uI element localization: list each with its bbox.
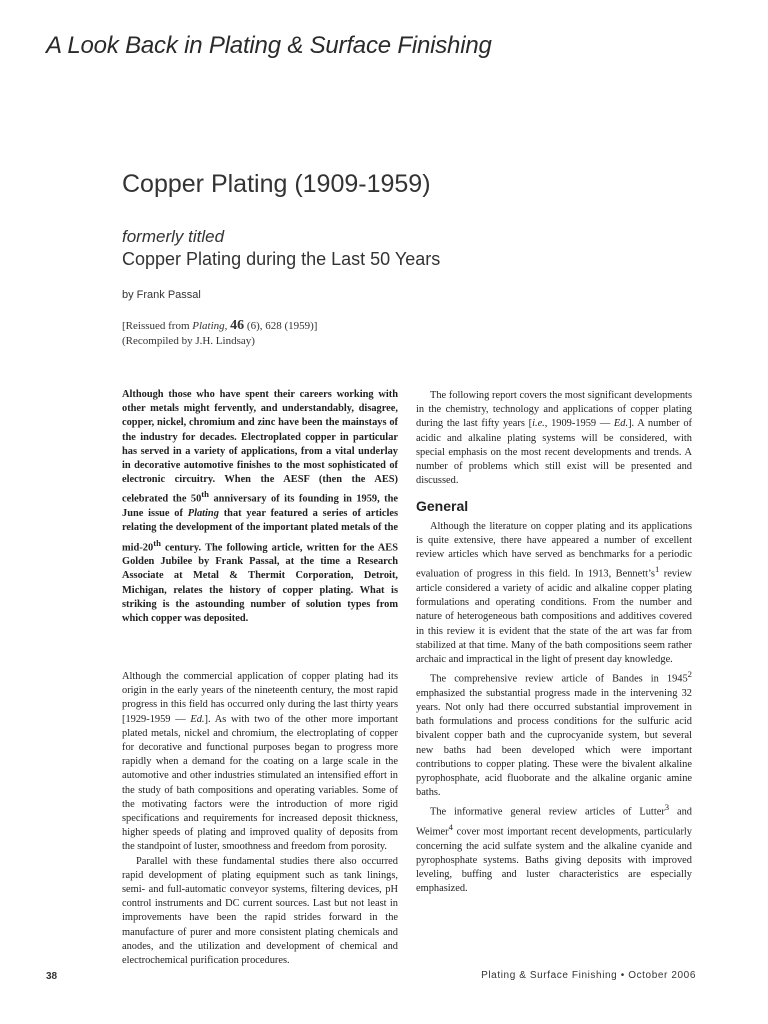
page-number: 38 (46, 971, 58, 982)
general-text-b: review article considered a variety of acidic and alkaline copper plating formulations and operating conditions. From the number and nature of heterogeneous bath compositions and additives covered in this review it is evident that the state of the art was far from stabilized at that time. Many of the bath compositions seem rather archaic and impractical in the light of present day knowledge. (416, 568, 693, 665)
bandes-text-b: emphasized the substantial progress made in the intervening 32 years. Not only had there occurred substantial improvement in bath formulations and process conditions for the sulfuric acid bivalent copper bath and the cuprocyanide system, but several new baths had been developed which were important contributions to copper plating. These were the bivalent alkaline pyrophosphate, acid fluoborate and the alkaline organic amine baths. (416, 687, 692, 799)
report-text-a: The following report covers the most significant developments in the chemistry, technology and applications of copper plating during the last fifty years [ (416, 390, 692, 430)
reference-marker: 1 (654, 564, 660, 575)
reissue-prefix: [Reissued from (122, 320, 193, 332)
reissue-journal: Plating (192, 320, 225, 332)
bandes-text-a: The comprehensive review article of Bandes in 1945 (430, 673, 688, 685)
reference-marker: 2 (687, 669, 692, 680)
report-text-c: ]. A number of acidic and alkaline plating systems will be considered, with special emphasis on the most recent developments and trends. A number of problems which still exist will be presented and discussed. (416, 418, 692, 487)
footer-journal-issue: Plating & Surface Finishing • October 2006 (481, 970, 696, 981)
ie-abbrev: i.e. (532, 418, 545, 430)
intro-text-a: Although the commercial application of copper plating had its origin in the early years of the nineteenth century, the most rapid progress in this field has occurred only during the last thirty years [1929-1959 — (122, 671, 398, 725)
lutter-text-a: The informative general review articles of Lutter (430, 806, 665, 818)
report-paragraph (416, 389, 692, 488)
body-column-left (122, 670, 398, 968)
intro-paragraph (122, 670, 398, 855)
editor-note: Ed. (190, 713, 205, 725)
article-title: Copper Plating (1909-1959) (122, 170, 431, 198)
abstract (122, 388, 398, 626)
general-paragraph (416, 520, 692, 668)
reissue-issue-pages: (6), 628 (1959)] (244, 320, 318, 332)
ordinal-suffix: th (201, 489, 209, 500)
section-heading-general: General (416, 498, 469, 515)
reissue-volume: 46 (230, 318, 245, 333)
reissue-note: [Reissued from Plating, 46 (6), 628 (1959)] (Recompiled by J.H. Lindsay) (122, 318, 318, 347)
editor-note: Ed. (613, 418, 629, 430)
bandes-paragraph (416, 667, 692, 800)
report-text-b: , 1909-1959 — (544, 418, 614, 430)
abstract-text-4: century. The following article, written for the AES Golden Jubilee by Frank Passal, at the time a Research Associate at Metal & Thermit Corporation, Detroit, Michigan, relates the history of copper plating. What is striking is the astounding number of solution types from which copper was deposited. (122, 541, 398, 624)
abstract-paragraph (122, 388, 398, 626)
intro-text-b: ]. As with two of the other more important plated metals, nickel and chromium, the electroplating of copper for decorative and functional purposes began to progress more rapidly when a demand for the coating on a large scale in the automotive and other industries stimulated an intensified effort in the study of bath compositions and operating variables. Some of the motivating factors were the introduction of more rigid specifications and requirements for increased deposit thickness, higher speeds of plating and improved quality of deposits from the standpoint of luster, smoothness and freedom from porosity. (122, 713, 398, 853)
reference-marker: 3 (664, 802, 670, 813)
formerly-titled-label: formerly titled (122, 227, 225, 246)
abstract-text-1: Although those who have spent their careers working with other metals might fervently, and understandably, disagree, copper, nickel, chromium and zinc have been the mainstays of the industry for decades. Electroplated copper in particular has served in a variety of applications, from a vital underlay in decorative automotive finishes to the most sophisticated of electronic circuitry. When the AESF (then the AES) celebrated the 50 (122, 389, 398, 505)
abstract-text-2: anniversary of its founding in 1959, the June issue of (122, 493, 398, 520)
recompiled-note: (Recompiled by J.H. Lindsay) (122, 335, 255, 347)
lutter-paragraph (416, 800, 692, 896)
original-title: Copper Plating during the Last 50 Years (122, 249, 441, 269)
general-text-a: Although the literature on copper plating and its applications is quite extensive, there have appeared a number of excellent review articles which have served as benchmarks for a periodic evaluation of progress in this field. In 1913, Bennett’s (416, 520, 692, 580)
byline: by Frank Passal (122, 289, 201, 301)
lutter-text-c: cover most important recent developments, particularly concerning the acid sulfate system and the alkaline cyanide and pyrophosphate systems. Baths giving deposits with improved leveling, buffing and luster characteristics are especially emphasized. (416, 826, 692, 895)
ordinal-suffix: th (153, 537, 161, 548)
parallel-paragraph: Parallel with these fundamental studies there also occurred rapid development of plating equipment such as tank linings, semi- and full-automatic conveyor systems, filtering devices, pH control instruments and DC current sources. Last but not least in improvements have been the rapid strides forward in the manufacture of purer and more consistent plating chemicals and anodes, and the utilization and development of chemical and electrochemical purification procedures. (122, 855, 398, 967)
journal-name: Plating (187, 508, 219, 520)
lutter-text-b: and Weimer (416, 806, 692, 838)
reference-marker: 4 (448, 822, 453, 833)
abstract-text-3: that year featured a series of articles relating the development of the important plated metals of the mid-20 (122, 508, 398, 553)
series-header: A Look Back in Plating & Surface Finishing (46, 32, 492, 59)
body-column-right (416, 389, 692, 897)
